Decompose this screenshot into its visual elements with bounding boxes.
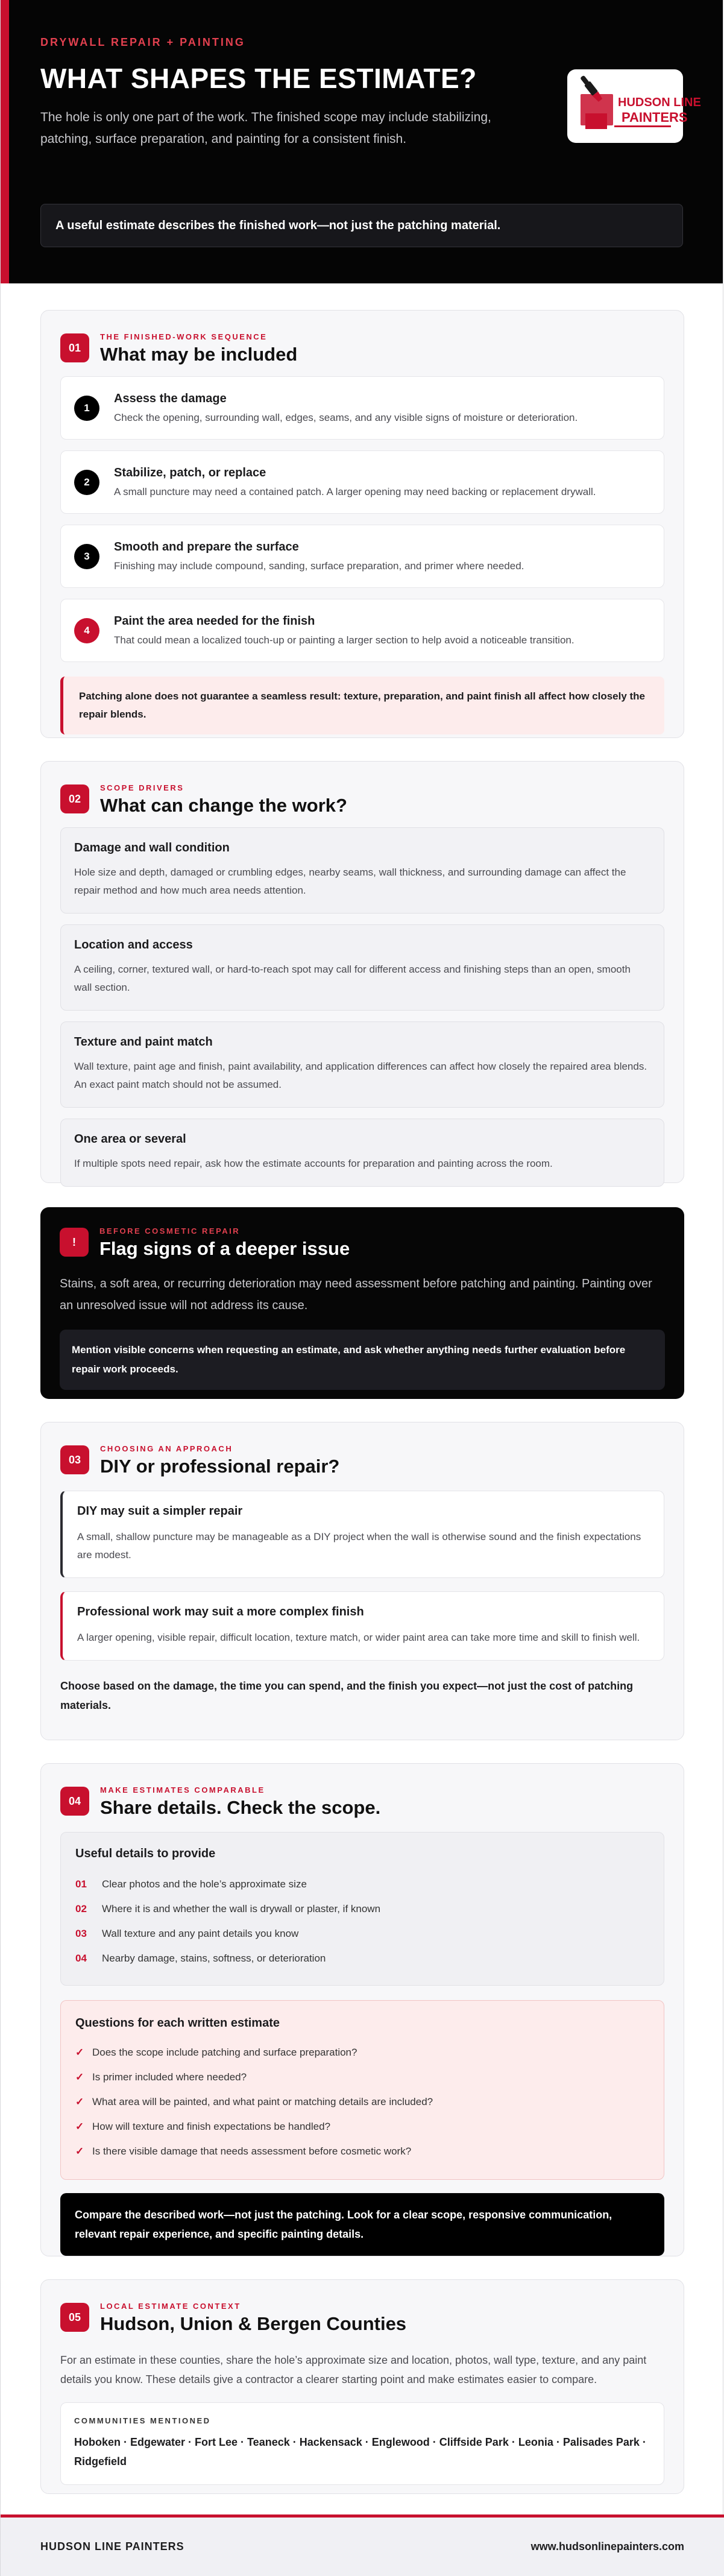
step-number: 4 — [74, 618, 99, 643]
section-diy-or-pro — [40, 1422, 684, 1740]
step-text: That could mean a localized touch-up or painting a larger section to help avoid a noticeable transition. — [114, 634, 574, 646]
section-kicker: THE FINISHED-WORK SEQUENCE — [100, 332, 268, 341]
section-title: Flag signs of a deeper issue — [99, 1238, 350, 1259]
diy-card — [60, 1491, 664, 1578]
driver-text: Wall texture, paint age and finish, paint availability, and application differences can affect how closely the repaired area blends. An exact paint match should not be assumed. — [74, 1061, 647, 1090]
driver-title: Location and access — [74, 938, 193, 952]
step-item — [60, 376, 664, 440]
check-icon: ✓ — [75, 2095, 84, 2107]
step-text: Finishing may include compound, sanding, surface preparation, and primer where needed. — [114, 560, 524, 572]
choice-title: Professional work may suit a more complex finish — [77, 1605, 364, 1618]
brand-logo — [567, 69, 701, 143]
list-item: 01 Clear photos and the hole’s approximate size — [75, 1878, 307, 1890]
warning-icon: ! — [60, 1228, 89, 1257]
section-header — [60, 783, 664, 816]
step-number: 2 — [74, 470, 99, 495]
professional-card — [60, 1591, 664, 1661]
section-local-context — [40, 2279, 684, 2494]
step-title: Smooth and prepare the surface — [114, 540, 299, 554]
box-title: Useful details to provide — [75, 1847, 216, 1860]
section-kicker: LOCAL ESTIMATE CONTEXT — [100, 2302, 241, 2311]
section-header — [60, 1785, 664, 1819]
footer-url-link[interactable]: www.hudsonlinepainters.com — [530, 2540, 684, 2552]
step-title: Paint the area needed for the finish — [114, 614, 315, 628]
communities-box — [60, 2402, 664, 2485]
section-kicker: BEFORE COSMETIC REPAIR — [99, 1226, 241, 1236]
check-icon: ✓ — [75, 2046, 84, 2058]
list-item: ✓ Is primer included where needed? — [75, 2071, 247, 2083]
section-header — [60, 332, 664, 365]
communities-list: Hoboken · Edgewater · Fort Lee · Teaneck · Hackensack · Englewood · Cliffside Park · Leonia · Palisades Park · Ridgefield — [74, 2436, 646, 2467]
driver-card — [60, 1119, 664, 1187]
section-number-badge: 02 — [60, 784, 89, 813]
callout-note: Patching alone does not guarantee a seamless result: texture, preparation, and paint finish all affect how closely the repair blends. — [60, 677, 664, 734]
warning-text: Stains, a soft area, or recurring deterioration may need assessment before patching and painting. Painting over an unresolved issue will not address its cause. — [60, 1277, 652, 1312]
driver-card — [60, 924, 664, 1011]
choice-text: A small, shallow puncture may be manageable as a DIY project when the wall is otherwise sound and the finish expectations are modest. — [77, 1531, 641, 1561]
section-header — [60, 2302, 664, 2335]
check-icon: ✓ — [75, 2145, 84, 2157]
footer-brand: HUDSON LINE PAINTERS — [40, 2540, 184, 2552]
warning-note: Mention visible concerns when requesting an estimate, and ask whether anything needs further evaluation before repair work proceeds. — [60, 1330, 665, 1390]
section-kicker: SCOPE DRIVERS — [100, 783, 184, 792]
step-item — [60, 525, 664, 588]
communities-label: COMMUNITIES MENTIONED — [74, 2416, 211, 2425]
svg-text:HUDSON LINE: HUDSON LINE — [618, 96, 701, 109]
section-scope-drivers — [40, 761, 684, 1183]
step-item — [60, 599, 664, 662]
step-item — [60, 450, 664, 514]
section-title: Share details. Check the scope. — [100, 1797, 381, 1818]
driver-title: One area or several — [74, 1132, 186, 1146]
list-item: ✓ Does the scope include patching and surface preparation? — [75, 2046, 357, 2058]
section-kicker: CHOOSING AN APPROACH — [100, 1444, 233, 1453]
svg-text:PAINTERS: PAINTERS — [622, 110, 688, 125]
driver-title: Texture and paint match — [74, 1035, 213, 1049]
box-title: Questions for each written estimate — [75, 2016, 280, 2030]
list-item: ✓ What area will be painted, and what paint or matching details are included? — [75, 2095, 433, 2107]
list-item: 02 Where it is and whether the wall is drywall or plaster, if known — [75, 1902, 381, 1915]
list-item: 03 Wall texture and any paint details you know — [75, 1927, 299, 1939]
hero-note: A useful estimate describes the finished work—not just the patching material. — [40, 204, 683, 247]
choice-text: A larger opening, visible repair, difficult location, texture match, or wider paint area can take more time and skill to finish well. — [77, 1632, 640, 1643]
section-number-badge: 05 — [60, 2303, 89, 2332]
questions-box — [60, 2000, 664, 2180]
section-title: DIY or professional repair? — [100, 1456, 340, 1477]
section-number-badge: 04 — [60, 1787, 89, 1816]
section-included — [40, 310, 684, 738]
section-title: What may be included — [100, 344, 298, 365]
hero-kicker: DRYWALL REPAIR + PAINTING — [40, 36, 245, 48]
step-text: Check the opening, surrounding wall, edges, seams, and any visible signs of moisture or deterioration. — [114, 412, 578, 423]
driver-card — [60, 1021, 664, 1108]
local-text: For an estimate in these counties, share the hole’s approximate size and location, photos, wall type, texture, and any paint details you know. These details give a contractor a clearer starting point and make estimates easier to compare. — [60, 2354, 647, 2385]
section-deeper-issue — [40, 1207, 684, 1399]
hero-subtitle: The hole is only one part of the work. The finished scope may include stabilizing, patching, surface preparation, and painting for a consistent finish. — [40, 110, 491, 146]
section-header — [60, 1226, 665, 1260]
list-item: 04 Nearby damage, stains, softness, or deterioration — [75, 1952, 326, 1964]
section-title: Hudson, Union & Bergen Counties — [100, 2313, 407, 2334]
list-item: ✓ Is there visible damage that needs assessment before cosmetic work? — [75, 2145, 412, 2157]
section-number-badge: 03 — [60, 1445, 89, 1474]
driver-text: A ceiling, corner, textured wall, or hard-to-reach spot may call for different access and finishing steps than an open, smooth wall section. — [74, 964, 631, 993]
section-number-badge: 01 — [60, 333, 89, 362]
step-number: 3 — [74, 544, 99, 569]
driver-card — [60, 827, 664, 914]
section-title: What can change the work? — [100, 795, 347, 816]
footer — [1, 2514, 724, 2576]
check-icon: ✓ — [75, 2120, 84, 2132]
section-header — [60, 1444, 664, 1477]
driver-text: If multiple spots need repair, ask how the estimate accounts for preparation and painting across the room. — [74, 1158, 553, 1169]
step-title: Stabilize, patch, or replace — [114, 466, 266, 479]
driver-text: Hole size and depth, damaged or crumbling edges, nearby seams, wall thickness, and surrounding damage can affect the repair method and how much area needs attention. — [74, 867, 626, 896]
check-icon: ✓ — [75, 2071, 84, 2083]
step-title: Assess the damage — [114, 392, 227, 405]
hero-header — [1, 0, 723, 283]
useful-details-box — [60, 1832, 664, 1986]
step-text: A small puncture may need a contained patch. A larger opening may need backing or replacement drywall. — [114, 486, 596, 497]
paintbrush-logo-icon — [574, 76, 701, 136]
section-kicker: MAKE ESTIMATES COMPARABLE — [100, 1785, 265, 1795]
page-title: WHAT SHAPES THE ESTIMATE? — [40, 63, 477, 94]
compare-note: Compare the described work—not just the patching. Look for a clear scope, responsive communication, relevant repair experience, and specific painting details. — [60, 2193, 664, 2256]
driver-title: Damage and wall condition — [74, 841, 230, 854]
choice-summary: Choose based on the damage, the time you can spend, and the finish you expect—not just the cost of patching materials. — [60, 1680, 634, 1711]
choice-title: DIY may suit a simpler repair — [77, 1504, 243, 1518]
list-item: ✓ How will texture and finish expectations be handled? — [75, 2120, 331, 2132]
step-number: 1 — [74, 396, 99, 421]
section-share-details — [40, 1763, 684, 2256]
